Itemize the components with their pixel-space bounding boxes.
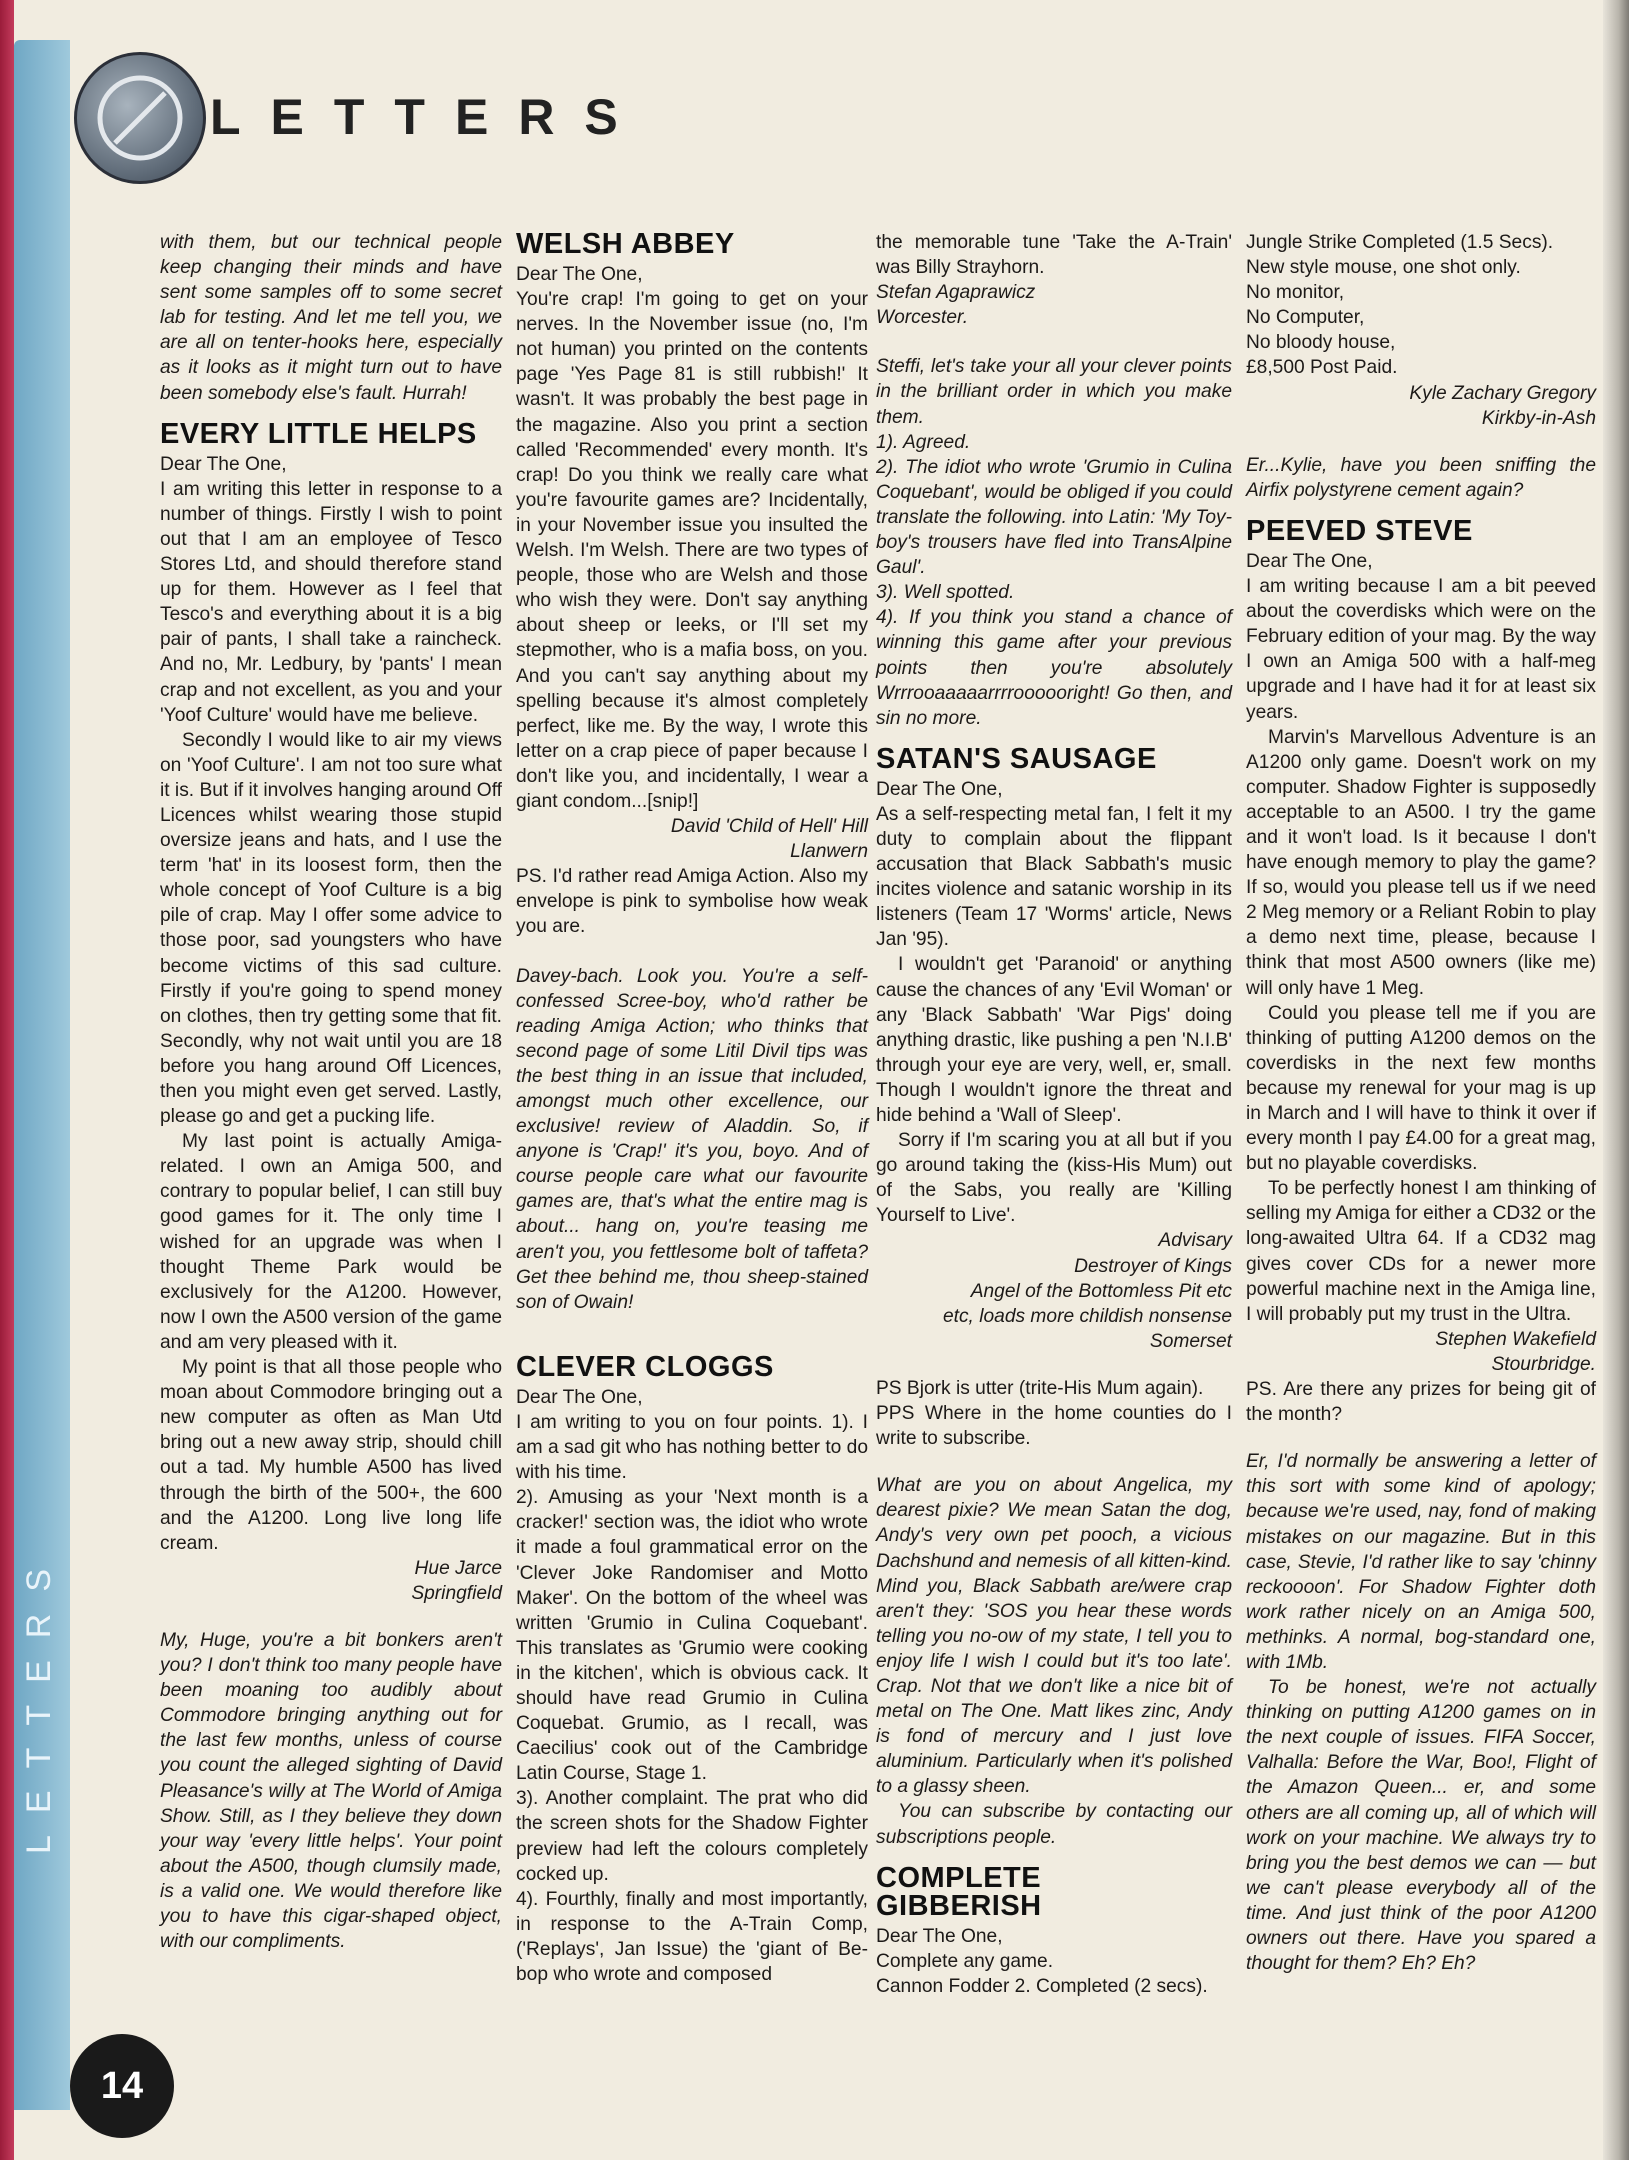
letter-line: No Computer,: [1246, 307, 1365, 329]
signature-place: Llanwern: [790, 841, 868, 863]
reply-text: Davey-bach. Look you. You're a self-confessed Scree-boy, who'd rather be reading Amiga Action; who thinks that second page of some Litil Divil tips was the best thing in an issue that included, amongst much other excellence, our exclusive! review of Aladdin. So, if anyone is 'Crap!' it's you, boyo. And of course people care what our favourite games are, that's what the entire mag is about... hang on, you're teasing me aren't you, you fettlesome bolt of taffeta? Get thee behind me, thou sheep-stained son of Owain!: [516, 965, 868, 1313]
letter-heading: EVERY LITTLE HELPS: [160, 417, 477, 450]
page-title: LETTERS: [210, 89, 648, 145]
letter-heading: SATAN'S SAUSAGE: [876, 742, 1157, 775]
letter-paragraph: the memorable tune 'Take the A-Train' was Billy Strayhorn.: [876, 232, 1232, 279]
reply-text: Steffi, let's take your all your clever points in the brilliant order in which you make them.: [876, 356, 1232, 428]
postscript: PS. I'd rather read Amiga Action. Also my envelope is pink to symbolise how weak you are.: [516, 866, 868, 938]
letter-paragraph: As a self-respecting metal fan, I felt it my duty to complain about the flippant accusation that Black Sabbath's music incites violence and satanic worship in its listeners (Team 17 'Worms' article, News Jan '95).: [876, 803, 1232, 951]
reply-text: What are you on about Angelica, my dearest pixie? We mean Satan the dog, Andy's very own pet pooch, a vicious Dachshund and nemesis of all kitten-kind. Mind you, Black Sabbath are/were crap aren't they: 'SOS you hear these words telling you no-ow of my state, I tell you to enjoy life I wish I could but it's too late'. Crap. Not that we don't like a nice bit of metal on The One. Matt likes zinc, Andy is fond of mercury and I just love aluminium. Particularly when it's polished to a glassy sheen.: [876, 1475, 1232, 1798]
page-number: 14: [70, 2034, 174, 2138]
letter-paragraph: 4). Fourthly, finally and most importantly, in response to the A-Train Comp, ('Replays', Jan Issue) the 'giant of Be-bop who wrote and composed: [516, 1888, 868, 1985]
letter-paragraph: My last point is actually Amiga-related. I own an Amiga 500, and contrary to popular belief, I can still buy good games for it. The only time I wished for an upgrade was when I thought Theme Park would be exclusively for the A1200. However, now I own the A500 version of the game and am very pleased with it.: [160, 1131, 502, 1353]
salutation: Dear The One,: [516, 264, 643, 285]
column-3: [876, 230, 1232, 1999]
postscript: PS. Are there any prizes for being git of the month?: [1246, 1379, 1596, 1426]
column-2: [516, 230, 868, 1987]
letter-paragraph: I am writing because I am a bit peeved about the coverdisks which were on the February edition of your mag. By the way I own an Amiga 500 with a half-meg upgrade and I have had it for at least six years.: [1246, 576, 1596, 723]
postscript: PS Bjork is utter (trite-His Mum again).: [876, 1377, 1204, 1399]
letter-paragraph: To be perfectly honest I am thinking of selling my Amiga for either a CD32 or the long-awaited Ultra 64. If a CD32 mag gives cover CDs for a newer more powerful machine next in the Amiga line, I will probably put my trust in the Ultra.: [1246, 1178, 1596, 1325]
signature-place: Kirkby-in-Ash: [1481, 407, 1596, 429]
letter-paragraph: I am writing this letter in response to a number of things. Firstly I wish to point out that I am an employee of Tesco Stores Ltd, and should therefore stand up for them. However as I feel that Tesco's and everything about it is a big pair of pants, I shall take a raincheck. And no, Mr. Ledbury, by 'pants' I mean crap and not excellent, as you and your 'Yoof Culture' would have me believe.: [160, 478, 502, 726]
reply-text: with them, but our technical people keep changing their minds and have sent some samples off to some secret lab for testing. And let me tell you, we are all on tenter-hooks here, especially as it looks as it might turn out to have been somebody else's fault. Hurrah!: [160, 232, 502, 404]
letter-heading: GIBBERISH: [876, 1889, 1042, 1922]
salutation: Dear The One,: [160, 453, 287, 475]
letter-line: Jungle Strike Completed (1.5 Secs).: [1246, 232, 1554, 253]
signature-name: David 'Child of Hell' Hill: [670, 816, 868, 838]
letter-paragraph: Complete any game.: [876, 1950, 1054, 1972]
letter-paragraph: My point is that all those people who moan about Commodore bringing out a new computer as often as Man Utd bring out a new away strip, should chill out a tad. My humble A500 has lived through the birth of the 500+, the 600 and the A1200. Long live long life cream.: [160, 1357, 502, 1554]
side-label: LETTERS: [20, 1546, 58, 1854]
letter-paragraph: Could you please tell me if you are thinking of putting A1200 demos on the coverdisks in the next few months because my renewal for your mag is up in March and I will have to think it over if every month I pay £4.00 for a great mag, but no playable coverdisks.: [1246, 1002, 1596, 1175]
reply-text: To be honest, we're not actually thinking on putting A1200 games on in the next couple of issues. FIFA Soccer, Valhalla: Before the War, Boo!, Flight of the Amazon Queen... er, and some others are all coming up, all of which will work on your machine. We always try to bring you the best demos we can — but we can't please everybody all of the time. And just think of the poor A1200 owners out there. Have you spared a thought for them? Eh? Eh?: [1246, 1677, 1596, 1975]
letter-heading: WELSH ABBEY: [516, 228, 735, 260]
signature-place: Stourbridge.: [1491, 1353, 1596, 1375]
reply-text: My, Huge, you're a bit bonkers aren't you? I don't think too many people have been moaning too audibly about Commodore bringing anything out for the last few months, unless of course you count the alleged sighting of David Pleasance's willy at The World of Amiga Show. Still, as I they believe they down your way 'every little helps'. Your point about the A500, though clumsily made, is a valid one. We would therefore like you to have this cigar-shaped object, with our compliments.: [160, 1629, 502, 1953]
letter-paragraph: 3). Another complaint. The prat who did the screen shots for the Shadow Fighter preview had left the colours completely cocked up.: [516, 1788, 868, 1885]
signature-line: Destroyer of Kings: [1074, 1255, 1232, 1277]
letter-paragraph: I am writing to you on four points. 1). I am a sad git who has nothing better to do with his time.: [516, 1411, 868, 1484]
letter-heading: PEEVED STEVE: [1246, 514, 1473, 547]
letter-paragraph: Sorry if I'm scaring you at all but if you go around taking the (kiss-His Mum) out of the Sabs, you really are 'Killing Yourself to Live'.: [876, 1130, 1232, 1227]
postscript: PPS Where in the home counties do I write to subscribe.: [876, 1403, 1232, 1450]
letter-line: New style mouse, one shot only.: [1246, 257, 1521, 279]
signature-line: Angel of the Bottomless Pit etc: [970, 1280, 1232, 1302]
letter-paragraph: I wouldn't get 'Paranoid' or anything cause the chances of any 'Evil Woman' or any 'Black Sabbath' 'War Pigs' doing anything drastic, like pushing a pen 'N.I.B' through your eye are very, well, er, small. Though I wouldn't ignore the threat and hide behind a 'Wall of Sleep'.: [876, 954, 1232, 1126]
letter-paragraph: Cannon Fodder 2. Completed (2 secs).: [876, 1975, 1208, 1997]
reply-text: You can subscribe by contacting our subscriptions people.: [876, 1801, 1232, 1848]
signature-name: Stephen Wakefield: [1435, 1328, 1596, 1350]
reply-text: 3). Well spotted.: [876, 582, 1015, 604]
signature-line: etc, loads more childish nonsense: [942, 1305, 1232, 1327]
letters-logo-icon: [74, 52, 206, 184]
letter-line: £8,500 Post Paid.: [1246, 357, 1398, 379]
letter-paragraph: You're crap! I'm going to get on your nerves. In the November issue (no, I'm not human) you printed on the contents page 'Yes Page 81 is still rubbish!' It wasn't. It was probably the best page in the magazine. Also you print a section called 'Recommended' every month. It's crap! Do you think we really care what you're favourite games are? Incidentally, in your November issue you insulted the Welsh. I'm Welsh. There are two types of people, those who are Welsh and those who wish they were. Don't say anything about sheep or leeks, or I'll set my stepmother, who is a mafia boss, on you. And you can't say anything about my spelling because it's almost completely perfect, like me. By the way, I wrote this letter on a crap piece of paper because I don't like you, and incidentally, I wear a giant condom...[snip!]: [516, 289, 868, 812]
reply-text: Er, I'd normally be answering a letter of this sort with some kind of apology; because we're used, nay, fond of making mistakes on our magazine. But in this case, Stevie, I'd rather like to say 'chinny reckoooon'. For Shadow Fighter doth work rather nicely on an Amiga 500, methinks. A normal, bog-standard one, with 1Mb.: [1246, 1451, 1596, 1673]
column-4: [1246, 230, 1596, 1976]
signature-place: Springfield: [411, 1582, 502, 1604]
reply-text: Er...Kylie, have you been sniffing the Airfix polystyrene cement again?: [1246, 454, 1596, 501]
letter-paragraph: 2). Amusing as your 'Next month is a cracker!' section was, the idiot who wrote it made a foul grammatical error on the 'Clever Joke Randomiser and Motto Maker'. On the bottom of the wheel was written 'Grumio in Culina Coquebant'. This translates as 'Grumio were cooking in the kitchen', which is obvious cack. It should have read Grumio in Culina Coquebat. Grumio, as I recall, was Caecilius' cook out of the Cambridge Latin Course, Stage 1.: [516, 1487, 868, 1785]
letter-line: No bloody house,: [1246, 332, 1396, 354]
reply-text: 1). Agreed.: [876, 431, 971, 453]
signature-name: Stefan Agaprawicz: [876, 282, 1036, 304]
letter-paragraph: Secondly I would like to air my views on 'Yoof Culture'. I am not too sure what it is. But if it involves hanging around Off Licences whilst wearing those stupid oversize jeans and hats, and I use the term 'hat' in its loosest form, then the whole concept of Yoof Culture is a big pile of crap. May I offer some advice to those poor, sad youngsters who have become victims of this sad culture. Firstly if you're going to spend money on clothes, then try getting some that fit. Secondly, why not wait until you are 18 before you hang around Off Licences, then you might even get served. Lastly, please go and get a pucking life.: [160, 729, 503, 1128]
column-1: [160, 230, 502, 1954]
page-binding: [1603, 0, 1629, 2160]
salutation: Dear The One,: [876, 778, 1003, 800]
letter-heading: COMPLETE: [876, 1861, 1042, 1894]
signature-line: Somerset: [1149, 1330, 1232, 1352]
letter-paragraph: Marvin's Marvellous Adventure is an A1200 only game. Doesn't work on my computer. Shadow Fighter is supposedly acceptable to an A500. I try the game and it won't load. Is it because I don't have enough memory to play the game? If so, would you please tell us if we need 2 Meg memory or a Reliant Robin to play a demo next time, please, because I think that most A500 owners (like me) will only have 1 Meg.: [1246, 726, 1596, 999]
letter-line: No monitor,: [1246, 282, 1345, 304]
letter-heading: CLEVER CLOGGS: [516, 1350, 774, 1383]
signature-place: Worcester.: [876, 307, 969, 329]
signature-name: Hue Jarce: [414, 1557, 502, 1579]
salutation: Dear The One,: [876, 1925, 1003, 1947]
salutation: Dear The One,: [516, 1386, 643, 1408]
red-spine: [0, 0, 14, 2160]
salutation: Dear The One,: [1246, 550, 1373, 572]
signature-line: Advisary: [1158, 1230, 1232, 1252]
reply-text: 4). If you think you stand a chance of winning this game after your previous points then you're absolutely Wrrrooaaaaarrrroooooright! Go then, and sin no more.: [876, 607, 1232, 729]
reply-text: 2). The idiot who wrote 'Grumio in Culina Coquebant', would be obliged if you could translate the following. into Latin: 'My Toy-boy's trousers have fled into TransAlpine Gaul'.: [876, 456, 1232, 579]
signature-name: Kyle Zachary Gregory: [1409, 382, 1596, 404]
